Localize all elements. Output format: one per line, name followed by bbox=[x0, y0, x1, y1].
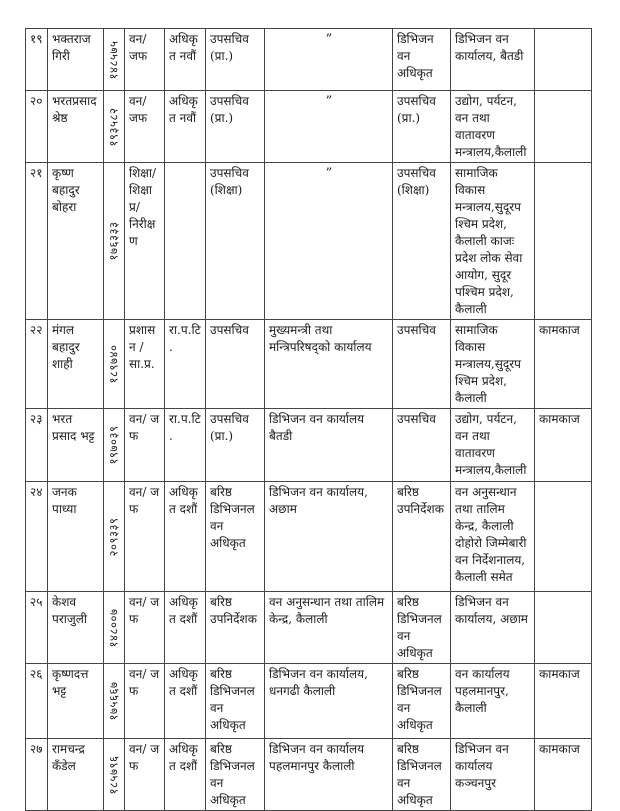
cell-new-position: बरिष्ठ डिभिजनल वन अधिकृत bbox=[393, 592, 451, 664]
cell-name: भरत प्रसाद भट्ट bbox=[48, 409, 104, 482]
cell-name: जनक पाध्या bbox=[48, 482, 104, 592]
cell-current-office bbox=[265, 29, 393, 91]
cell-employee-number bbox=[104, 739, 125, 811]
cell-current-office: वन अनुसन्धान तथा तालिम केन्द्र, कैलाली bbox=[265, 592, 393, 664]
cell-new-position: डिभिजन वन अधिकृत bbox=[393, 29, 451, 91]
employee-number-vertical: १४८५७५ bbox=[106, 40, 121, 79]
cell-new-office: सामाजिक विकास मन्त्रालय,सुदूरपश्चिम प्रदेश, कैलाली काजः प्रदेश लोक सेवा आयोग, सुदूर पश्चिम प्रदेश, कैलाली bbox=[451, 163, 535, 320]
cell-service-group: वन/ जफ bbox=[125, 91, 165, 163]
employee-number-vertical: १७६३३३ bbox=[106, 221, 121, 261]
table-row bbox=[26, 664, 592, 739]
cell-current-office bbox=[265, 163, 393, 320]
cell-current-position: उपसचिव (प्रा.) bbox=[206, 91, 265, 163]
cell-new-office: उद्योग, पर्यटन, वन तथा वातावरण मन्त्रालय,कैलाली bbox=[451, 91, 535, 163]
cell-remarks: कामकाज bbox=[535, 739, 592, 811]
table-row bbox=[26, 163, 592, 320]
cell-rank: अधिकृत नवौं bbox=[165, 91, 206, 163]
cell-service-group: वन/ ज फ bbox=[125, 592, 165, 664]
cell-new-office: उद्योग, पर्यटन, वन तथा वातावरण मन्त्रालय,कैलाली bbox=[451, 409, 535, 482]
cell-rank: रा.प.टि. bbox=[165, 320, 206, 409]
cell-serial: २० bbox=[26, 91, 48, 163]
cell-employee-number bbox=[104, 409, 125, 482]
cell-service-group: शिक्षा/ शिक्षा प्र/ निरीक्षण bbox=[125, 163, 165, 320]
cell-service-group: वन/ ज फ bbox=[125, 664, 165, 739]
cell-current-office: डिभिजन वन कार्यालय, अछाम bbox=[265, 482, 393, 592]
cell-current-office: मुख्यमन्त्री तथा मन्त्रिपरिषद्को कार्यालय bbox=[265, 320, 393, 409]
employee-number-vertical: १८५७९६ bbox=[106, 755, 121, 794]
table-row bbox=[26, 482, 592, 592]
cell-service-group: वन/ ज फ bbox=[125, 739, 165, 811]
cell-serial: २४ bbox=[26, 482, 48, 592]
cell-employee-number bbox=[104, 664, 125, 739]
cell-current-position: बरिष्ठ डिभिजनल वन अधिकृत bbox=[206, 482, 265, 592]
cell-remarks bbox=[535, 163, 592, 320]
cell-new-office: वन कार्यालय पहलमानपुर, कैलाली bbox=[451, 664, 535, 739]
cell-serial: २१ bbox=[26, 163, 48, 320]
cell-serial: २३ bbox=[26, 409, 48, 482]
cell-current-position: उपसचिव bbox=[206, 320, 265, 409]
cell-employee-number bbox=[104, 592, 125, 664]
cell-service-group: वन/ ज फ bbox=[125, 482, 165, 592]
cell-employee-number bbox=[104, 29, 125, 91]
cell-name: केशव पराजुली bbox=[48, 592, 104, 664]
table-row bbox=[26, 409, 592, 482]
cell-current-position: बरिष्ठ उपनिर्देशक bbox=[206, 592, 265, 664]
cell-employee-number bbox=[104, 482, 125, 592]
cell-rank: अधिकृत नवौं bbox=[165, 29, 206, 91]
cell-current-position: बरिष्ठ डिभिजनल वन अधिकृत bbox=[206, 739, 265, 811]
cell-name: रामचन्द्र कँडेल bbox=[48, 739, 104, 811]
cell-rank: अधिकृत दशौं bbox=[165, 592, 206, 664]
cell-serial: २२ bbox=[26, 320, 48, 409]
cell-remarks bbox=[535, 91, 592, 163]
cell-serial: १९ bbox=[26, 29, 48, 91]
ditto-mark: ” bbox=[325, 94, 333, 109]
cell-new-office: वन अनुसन्धान तथा तालिम केन्द्र, कैलाली दोहोरो जिम्मेबारी वन निर्देशनालय, कैलाली समेत bbox=[451, 482, 535, 592]
cell-name: कृष्णदत्त भट्ट bbox=[48, 664, 104, 739]
ditto-mark: ” bbox=[325, 166, 333, 181]
table-row bbox=[26, 739, 592, 811]
cell-rank bbox=[165, 163, 206, 320]
cell-remarks bbox=[535, 29, 592, 91]
cell-new-office: डिभिजन वन कार्यालय कञ्चनपुर bbox=[451, 739, 535, 811]
cell-service-group: वन/ ज फ bbox=[125, 409, 165, 482]
cell-employee-number bbox=[104, 163, 125, 320]
cell-current-position: उपसचिव (प्रा.) bbox=[206, 29, 265, 91]
cell-name: भरतप्रसाद श्रेष्ठ bbox=[48, 91, 104, 163]
cell-new-office: डिभिजन वन कार्यालय, अछाम bbox=[451, 592, 535, 664]
cell-service-group: वन/ जफ bbox=[125, 29, 165, 91]
cell-current-office: डिभिजन वन कार्यालय, धनगढी कैलाली bbox=[265, 664, 393, 739]
table-row bbox=[26, 592, 592, 664]
cell-new-position: उपसचिव bbox=[393, 320, 451, 409]
cell-new-position: बरिष्ठ डिभिजनल वन अधिकृत bbox=[393, 739, 451, 811]
cell-name: भक्तराज गिरी bbox=[48, 29, 104, 91]
cell-new-office: डिभिजन वन कार्यालय, बैतडी bbox=[451, 29, 535, 91]
cell-new-position: उपसचिव bbox=[393, 409, 451, 482]
cell-new-position: उपसचिव (शिक्षा) bbox=[393, 163, 451, 320]
cell-rank: रा.प.टि. bbox=[165, 409, 206, 482]
cell-current-position: उपसचिव (शिक्षा) bbox=[206, 163, 265, 320]
cell-new-position: उपसचिव (प्रा.) bbox=[393, 91, 451, 163]
cell-current-position: बरिष्ठ डिभिजनल वन अधिकृत bbox=[206, 664, 265, 739]
cell-rank: अधिकृत दशौं bbox=[165, 482, 206, 592]
cell-employee-number bbox=[104, 91, 125, 163]
employee-number-vertical: १८९७४० bbox=[106, 344, 121, 384]
staff-transfer-table bbox=[25, 28, 592, 811]
cell-current-office: डिभिजन वन कार्यालय पहलमानपुर कैलाली bbox=[265, 739, 393, 811]
cell-new-position: बरिष्ठ डिभिजनल वन अधिकृत bbox=[393, 664, 451, 739]
employee-number-vertical: १९७०३९ bbox=[106, 425, 121, 465]
table-row bbox=[26, 91, 592, 163]
cell-current-office bbox=[265, 91, 393, 163]
cell-name: मंगल बहादुर शाही bbox=[48, 320, 104, 409]
cell-current-office: डिभिजन वन कार्यालय बैतडी bbox=[265, 409, 393, 482]
cell-remarks bbox=[535, 482, 592, 592]
cell-current-position: उपसचिव (प्रा.) bbox=[206, 409, 265, 482]
cell-remarks: कामकाज bbox=[535, 320, 592, 409]
cell-rank: अधिकृत दशौं bbox=[165, 739, 206, 811]
cell-employee-number bbox=[104, 320, 125, 409]
cell-name: कृष्ण बहादुर बोहरा bbox=[48, 163, 104, 320]
cell-remarks: कामकाज bbox=[535, 664, 592, 739]
cell-service-group: प्रशासन / सा.प्र. bbox=[125, 320, 165, 409]
employee-number-vertical: १७५६६७ bbox=[106, 681, 121, 721]
cell-serial: २५ bbox=[26, 592, 48, 664]
employee-number-vertical: १४८००७ bbox=[106, 608, 121, 647]
table-row bbox=[26, 29, 592, 91]
cell-rank: अधिकृत दशौं bbox=[165, 664, 206, 739]
employee-number-vertical: २०९३३९ bbox=[106, 517, 121, 556]
cell-remarks bbox=[535, 592, 592, 664]
employee-number-vertical: १९३५८२ bbox=[106, 107, 121, 146]
cell-new-office: सामाजिक विकास मन्त्रालय,सुदूरपश्चिम प्रदेश, कैलाली bbox=[451, 320, 535, 409]
table-row bbox=[26, 320, 592, 409]
cell-serial: २७ bbox=[26, 739, 48, 811]
cell-serial: २६ bbox=[26, 664, 48, 739]
ditto-mark: ” bbox=[325, 32, 333, 47]
cell-new-position: बरिष्ठ उपनिर्देशक bbox=[393, 482, 451, 592]
cell-remarks: कामकाज bbox=[535, 409, 592, 482]
